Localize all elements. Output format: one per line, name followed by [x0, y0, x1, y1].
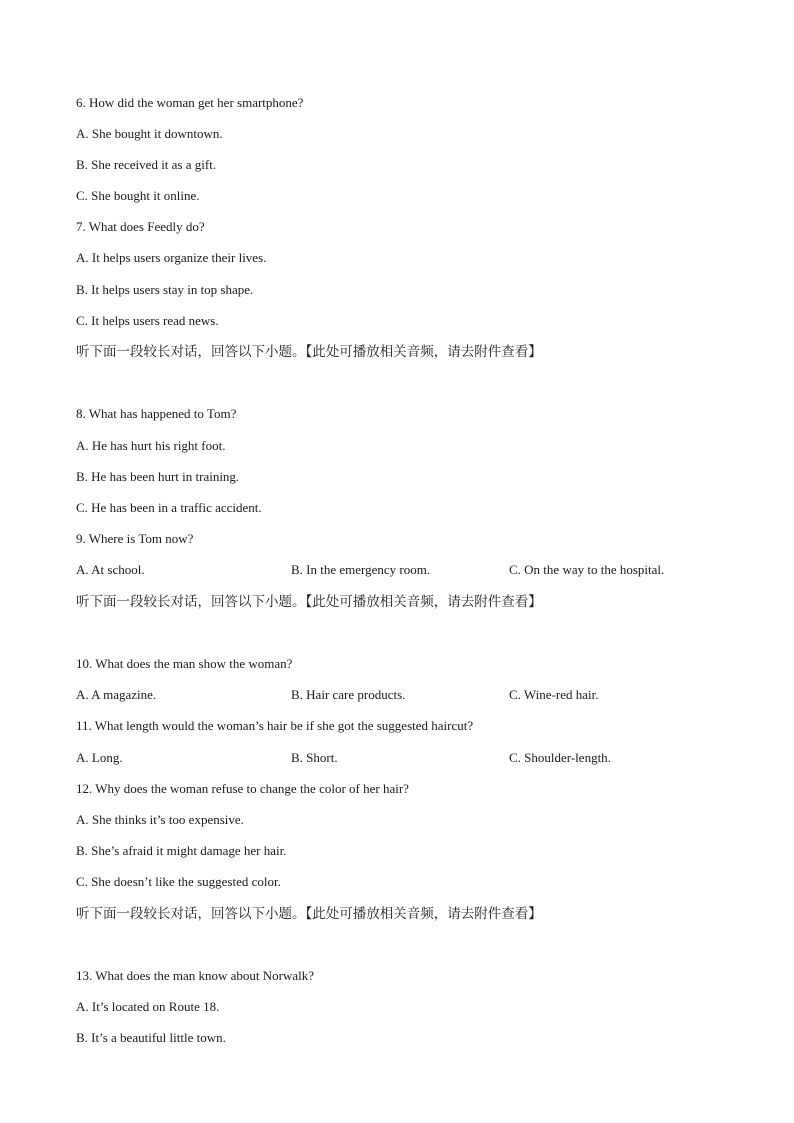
option-9b: B. In the emergency room.: [291, 562, 431, 577]
question-7: 7. What does Feedly do?: [76, 219, 205, 234]
option-10c: C. Wine-red hair.: [509, 687, 599, 702]
option-9c: C. On the way to the hospital.: [509, 562, 665, 577]
option-6c: C. She bought it online.: [76, 188, 200, 203]
option-7a: A. It helps users organize their lives.: [76, 250, 267, 265]
question-10: 10. What does the man show the woman?: [76, 656, 293, 671]
option-11a: A. Long.: [76, 750, 123, 765]
section-notice: 听下面一段较长对话，回答以下小题。【此处可播放相关音频，请去附件查看】: [76, 344, 542, 360]
question-6: 6. How did the woman get her smartphone?: [76, 95, 304, 110]
section-notice: 听下面一段较长对话，回答以下小题。【此处可播放相关音频，请去附件查看】: [76, 594, 542, 610]
option-8a: A. He has hurt his right foot.: [76, 438, 226, 453]
option-11c: C. Shoulder-length.: [509, 750, 611, 765]
option-9a: A. At school.: [76, 562, 145, 577]
option-13b: B. It’s a beautiful little town.: [76, 1030, 226, 1045]
question-12: 12. Why does the woman refuse to change the color of her hair?: [76, 781, 409, 796]
option-12c: C. She doesn’t like the suggested color.: [76, 874, 281, 889]
option-13a: A. It’s located on Route 18.: [76, 999, 220, 1014]
option-8b: B. He has been hurt in training.: [76, 469, 240, 484]
question-13: 13. What does the man know about Norwalk?: [76, 968, 315, 983]
option-7c: C. It helps users read news.: [76, 313, 219, 328]
question-9: 9. Where is Tom now?: [76, 531, 194, 546]
option-11b: B. Short.: [291, 750, 338, 765]
option-6a: A. She bought it downtown.: [76, 126, 223, 141]
question-8: 8. What has happened to Tom?: [76, 406, 237, 421]
option-6b: B. She received it as a gift.: [76, 157, 217, 172]
option-12a: A. She thinks it’s too expensive.: [76, 812, 244, 827]
option-7b: B. It helps users stay in top shape.: [76, 282, 254, 297]
option-10b: B. Hair care products.: [291, 687, 406, 702]
question-11: 11. What length would the woman’s hair be if she got the suggested haircut?: [76, 718, 474, 733]
option-10a: A. A magazine.: [76, 687, 157, 702]
option-12b: B. She’s afraid it might damage her hair.: [76, 843, 287, 858]
option-8c: C. He has been in a traffic accident.: [76, 500, 262, 515]
section-notice: 听下面一段较长对话，回答以下小题。【此处可播放相关音频，请去附件查看】: [76, 906, 542, 922]
